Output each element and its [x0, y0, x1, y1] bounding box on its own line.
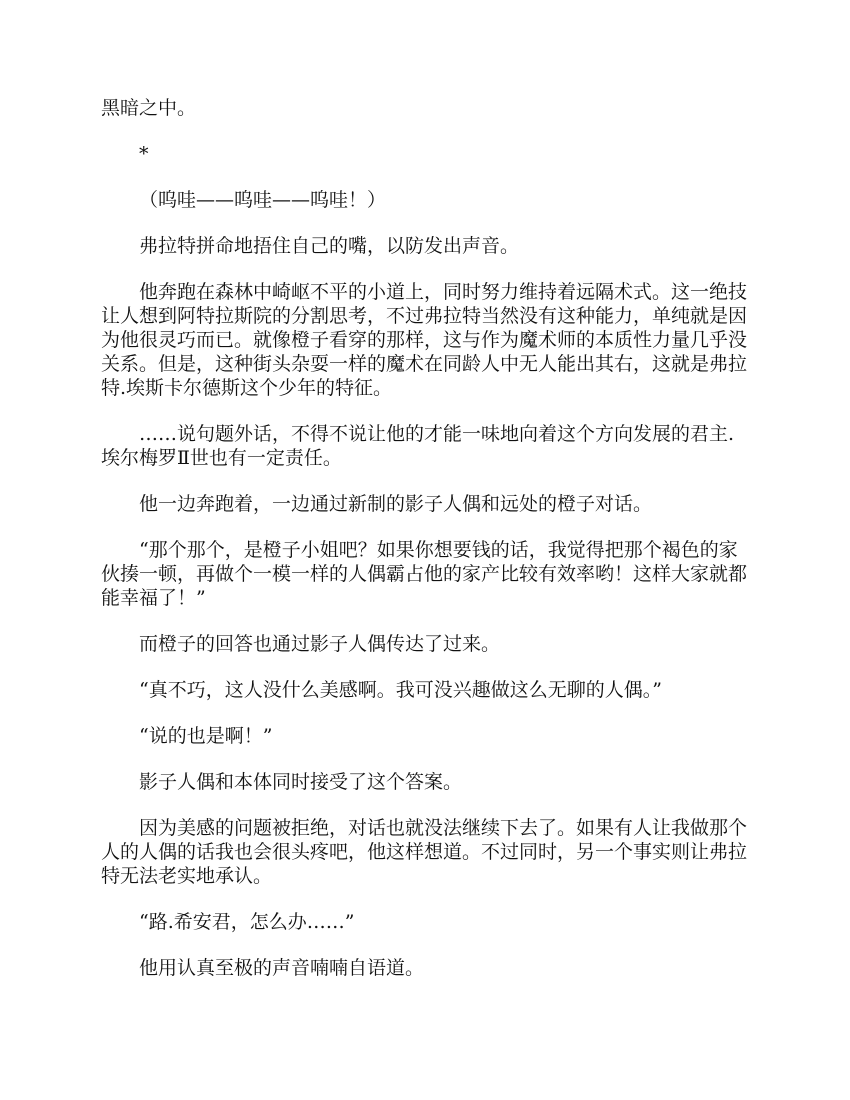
paragraph: 影子人偶和本体同时接受了这个答案。 — [139, 771, 463, 793]
paragraph: 因为美感的问题被拒绝，对话也就没法继续下去了。如果有人让我做那个人的人偶的话我也会很头疼吧，他这样想道。不过同时，另一个事实则让弗拉特无法老实地承认。 — [101, 817, 748, 887]
paragraph: 他奔跑在森林中崎岖不平的小道上，同时努力维持着远隔术式。这一绝技让人想到阿特拉斯院的分割思考，不过弗拉特当然没有这种能力，单纯就是因为他很灵巧而已。就像橙子看穿的那样，这与作为魔术师的本质性力量几乎没关系。但是，这种街头杂耍一样的魔术在同龄人中无人能出其右，这就是弗拉特.埃斯卡尔德斯这个少年的特征。 — [101, 281, 748, 399]
paragraph-dialogue: “那个那个，是橙子小姐吧？如果你想要钱的话，我觉得把那个褐色的家伙揍一顿，再做个一模一样的人偶霸占他的家产比较有效率哟！这样大家就都能幸福了！” — [101, 539, 748, 609]
paragraph-dialogue: “真不巧，这人没什么美感啊。我可没兴趣做这么无聊的人偶。” — [139, 679, 662, 701]
paragraph: ……说句题外话，不得不说让他的才能一味地向着这个方向发展的君主.埃尔梅罗Ⅱ世也有一定责任。 — [101, 423, 735, 469]
paragraph: 弗拉特拼命地捂住自己的嘴，以防发出声音。 — [139, 235, 520, 257]
paragraph: 他用认真至极的声音喃喃自语道。 — [139, 957, 425, 979]
paragraph-dialogue: “说的也是啊！” — [139, 725, 273, 747]
paragraph-dialogue: “路.希安君，怎么办……” — [139, 911, 355, 933]
paragraph-continuation: 黑暗之中。 — [101, 97, 197, 119]
document-body — [101, 96, 751, 1002]
paragraph: 他一边奔跑着，一边通过新制的影子人偶和远处的橙子对话。 — [139, 493, 653, 515]
paragraph: （呜哇——呜哇——呜哇！） — [139, 189, 387, 211]
section-break-asterisk: * — [139, 143, 149, 165]
paragraph: 而橙子的回答也通过影子人偶传达了过来。 — [139, 633, 501, 655]
